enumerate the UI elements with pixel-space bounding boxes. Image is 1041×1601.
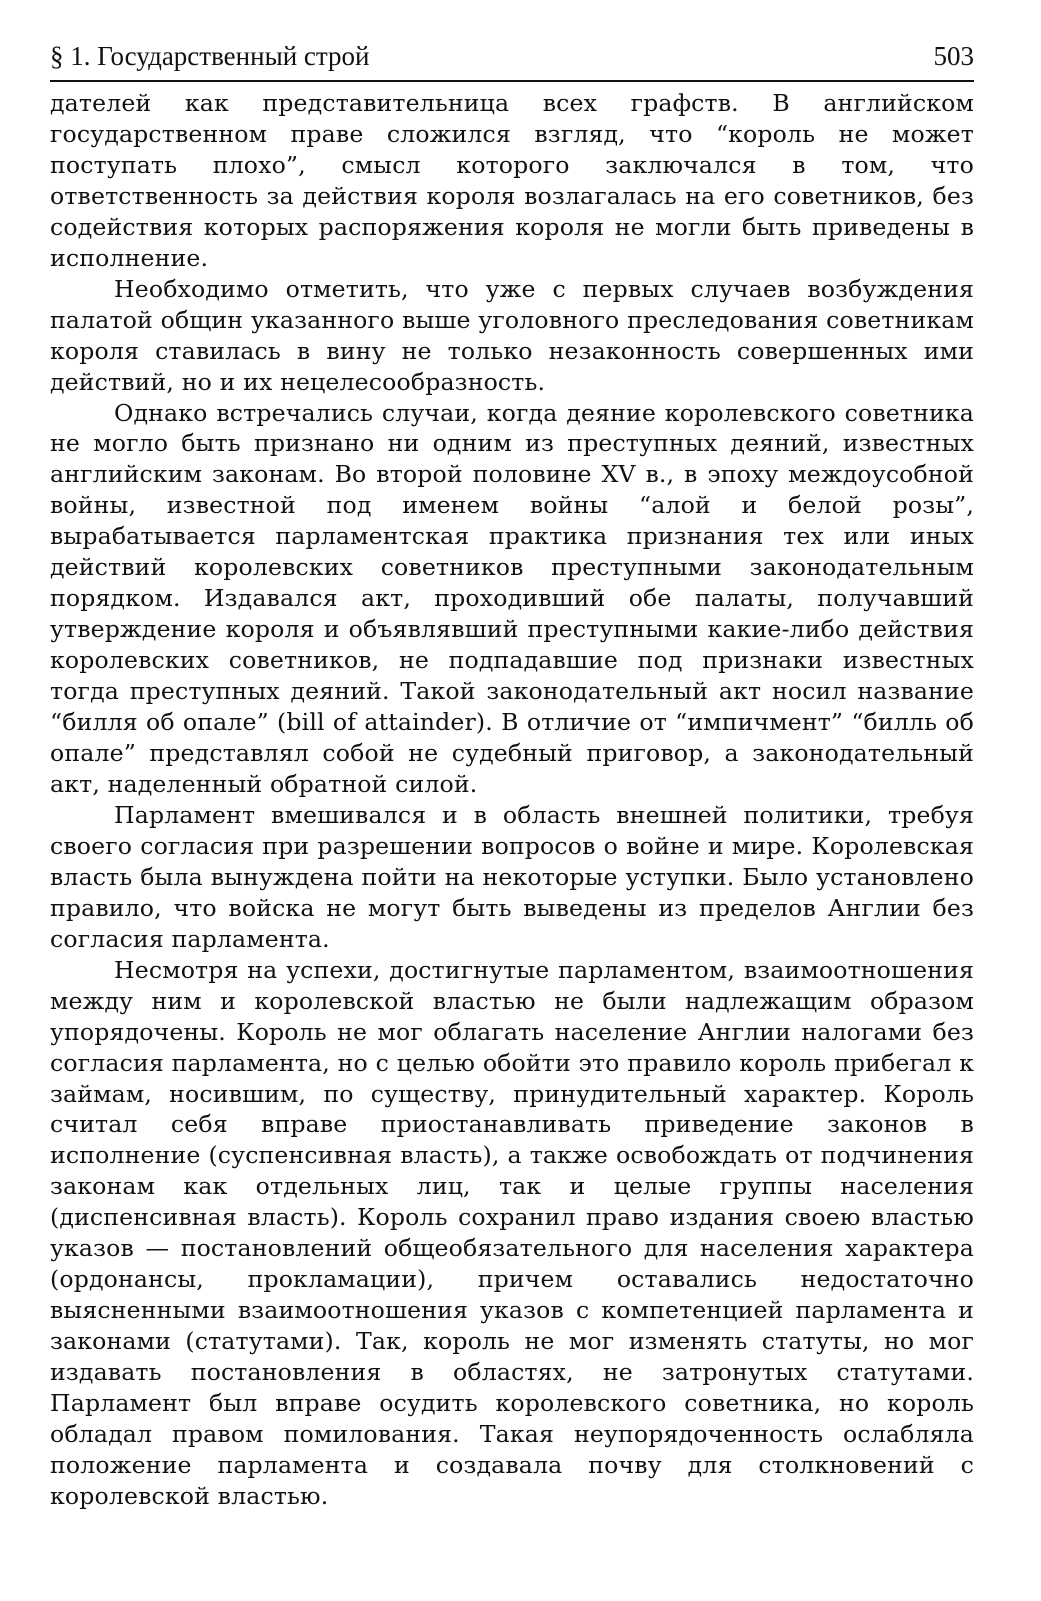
paragraph: Необходимо отметить, что уже с первых случаев возбуждения палатой общин указанного выше уголовного преследования советникам короля ставилась в вину не только незаконность совершенных ими действий, но и их нецелесообразность. <box>50 274 974 396</box>
page-number: 503 <box>933 41 974 71</box>
body-text <box>50 88 974 1512</box>
paragraph: Однако встречались случаи, когда деяние королевского советника не могло быть признано ни одним из преступных деяний, известных английским законам. Во второй половине XV в., в эпоху междоусобной войны, известной под именем войны “алой и белой розы”, вырабатывается парламентская практика признания тех или иных действий королевских советников преступными законодательным порядком. Издавался акт, проходивший обе палаты, получавший утверждение короля и объявлявший преступными какие-либо действия королевских советников, не подпадавшие под признаки известных тогда преступных деяний. Такой законодательный акт носил название “билля об опале” (bill of attainder). В отличие от “импичмент” “билль об опале” представлял собой не судебный приговор, а законодательный акт, наделенный обратной силой. <box>50 398 974 798</box>
section-title: § 1. Государственный строй <box>50 41 370 71</box>
running-header <box>50 40 974 82</box>
book-page <box>50 40 974 1512</box>
paragraph: Несмотря на успехи, достигнутые парламентом, взаимоотношения между ним и королевской властью не были надлежащим образом упорядочены. Король не мог облагать население Англии налогами без согласия парламента, но с целью обойти это правило король прибегал к займам, носившим, по существу, принудительный характер. Король считал себя вправе приостанавливать приведение законов в исполнение (суспенсивная власть), а также освобождать от подчинения законам как отдельных лиц, так и целые группы населения (диспенсивная власть). Король сохранил право издания своею властью указов — постановлений общеобязательного для населения характера (ордонансы, прокламации), причем оставались недостаточно выясненными взаимоотношения указов с компетенцией парламента и законами (статутами). Так, король не мог изменять статуты, но мог издавать постановления в областях, не затронутых статутами. Парламент был вправе осудить королевского советника, но король обладал правом помилования. Такая неупорядоченность ослабляла положение парламента и создавала почву для столкновений с королевской властью. <box>50 955 974 1510</box>
paragraph: Парламент вмешивался и в область внешней политики, требуя своего согласия при разрешении вопросов о войне и мире. Королевская власть была вынуждена пойти на некоторые уступки. Было установлено правило, что войска не могут быть выведены из пределов Англии без согласия парламента. <box>50 800 974 953</box>
paragraph-continuation: дателей как представительница всех графств. В английском государственном праве сложился взгляд, что “король не может поступать плохо”, смысл которого заключался в том, что ответственность за действия короля возлагалась на его советников, без содействия которых распоряжения короля не могли быть приведены в исполнение. <box>50 89 974 272</box>
